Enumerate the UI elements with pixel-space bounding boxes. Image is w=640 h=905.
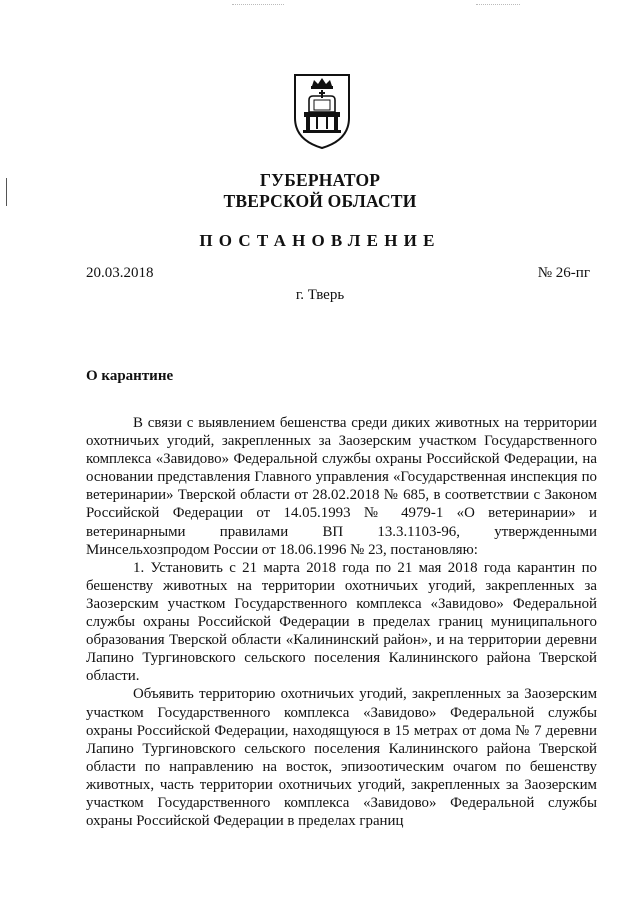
paragraph-outbreak: Объявить территорию охотничьих угодий, закрепленных за Заозерским участком Государственного комплекса «Завидово» Федеральной службы охраны Российской Федерации, находящуюся в 15 метрах от дома № 7 деревни Лапино Тургиновского сельского поселения Калининского района Тверской области по направлению на восток, эпизоотическим очагом по бешенству животных, часть территории охотничьих угодий, закрепленных за Заозерским участком Государственного комплекса «Завидово» Федеральной службы охраны Российской Федерации в пределах границ <box>86 686 597 830</box>
document-number: № 26-пг <box>537 265 590 281</box>
authority-title: ГУБЕРНАТОР <box>259 170 381 190</box>
paragraph-preamble: В связи с выявлением бешенства среди диких животных на территории охотничьих угодий, закрепленных за Заозерским участком Государственного комплекса «Завидово» Федеральной службы охраны Российской Федерации, на основании представления Главного управления «Государственная инспекция по ветеринарии» Тверской области от 28.02.2018 № 685, в соответствии с Законом Российской Федерации от 14.05.1993 № 4979-1 «О ветеринарии» и ветеринарными правилами ВП 13.3.1103-96, утвержденными Минсельхозпродом России от 18.06.1996 № 23, постановляю: <box>86 415 597 558</box>
document-type: ПОСТАНОВЛЕНИЕ <box>199 231 441 250</box>
document-body <box>86 414 597 830</box>
authority-region: ТВЕРСКОЙ ОБЛАСТИ <box>223 191 417 211</box>
scan-artifact <box>232 4 284 6</box>
document-date: 20.03.2018 <box>86 265 154 281</box>
document-subject: О карантине <box>86 368 174 384</box>
paragraph-item-1: 1. Установить с 21 марта 2018 года по 21 мая 2018 года карантин по бешенству животных на территории охотничьих угодий, закрепленных за Заозерским участком Государственного комплекса «Завидово» Федеральной службы охраны Российской Федерации в пределах границ муниципального образования Тверской области «Калининский район», и на территории деревни Лапино Тургиновского сельского поселения Калининского района Тверской области. <box>86 559 597 685</box>
scan-artifact <box>476 4 520 6</box>
coat-of-arms-icon <box>292 72 352 150</box>
document-city: г. Тверь <box>295 287 345 303</box>
